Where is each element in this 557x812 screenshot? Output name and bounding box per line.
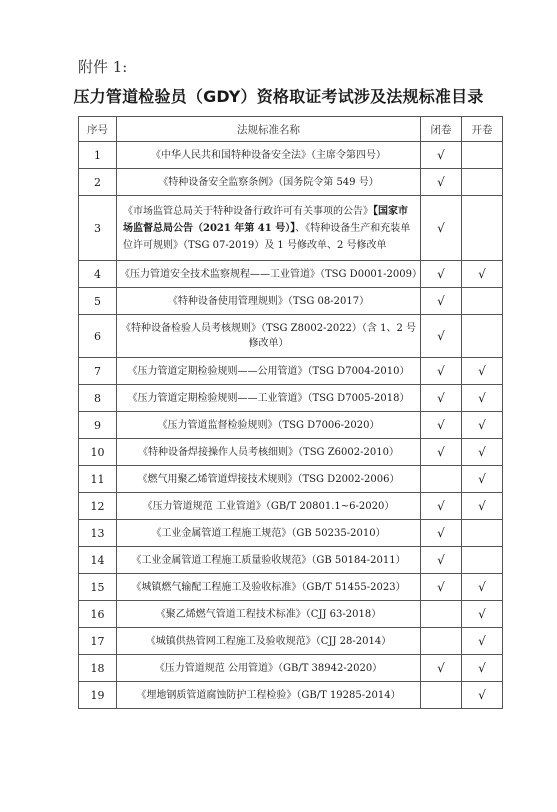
header-closed-book: 闭卷 (421, 117, 462, 142)
table-row (79, 547, 503, 574)
row-number: 5 (79, 288, 117, 315)
regulation-name: 《城镇燃气输配工程施工及验收标准》（GB/T 51455-2023） (117, 574, 421, 601)
row-number: 15 (79, 574, 117, 601)
open-book-mark: √ (462, 682, 503, 709)
row-number: 18 (79, 655, 117, 682)
table-row (79, 288, 503, 315)
closed-book-mark: √ (421, 412, 462, 439)
row-number: 8 (79, 385, 117, 412)
open-book-mark: √ (462, 261, 503, 288)
header-serial-number: 序号 (79, 117, 117, 142)
closed-book-mark: √ (421, 574, 462, 601)
regulation-name: 《燃气用聚乙烯管道焊接技术规则》（TSG D2002-2006） (117, 466, 421, 493)
regulation-name-part-bold: 【国家市场监督总局公告（2021 年第 41 号）】 (123, 205, 408, 234)
open-book-mark (462, 547, 503, 574)
table-row (79, 261, 503, 288)
table-row (79, 574, 503, 601)
table-row (79, 682, 503, 709)
regulation-name: 《压力管道定期检验规则——公用管道》（TSG D7004-2010） (117, 358, 421, 385)
row-number: 2 (79, 169, 117, 196)
closed-book-mark: √ (421, 261, 462, 288)
regulation-name-part: 、《特种设备生产和充装单位许可规则》（TSG 07-2019）及 1 号修改单、2 号修改单 (123, 222, 411, 251)
annex-label: 附件 1: (78, 58, 128, 76)
closed-book-mark: √ (421, 385, 462, 412)
regulation-name: 《聚乙烯燃气管道工程技术标准》（CJJ 63-2018） (117, 601, 421, 628)
closed-book-mark: √ (421, 655, 462, 682)
row-number: 16 (79, 601, 117, 628)
row-number: 12 (79, 493, 117, 520)
table-row (79, 655, 503, 682)
regulation-name: 《工业金属管道工程施工质量验收规范》（GB 50184-2011） (117, 547, 421, 574)
row-number: 6 (79, 315, 117, 358)
regulation-name: 《压力管道安全技术监察规程——工业管道》（TSG D0001-2009） (117, 261, 421, 288)
open-book-mark: √ (462, 493, 503, 520)
closed-book-mark (421, 628, 462, 655)
open-book-mark (462, 196, 503, 261)
closed-book-mark: √ (421, 439, 462, 466)
regulation-name: 《特种设备使用管理规则》（TSG 08-2017） (117, 288, 421, 315)
open-book-mark (462, 142, 503, 169)
table-header-row (79, 117, 503, 142)
open-book-mark: √ (462, 655, 503, 682)
row-number: 10 (79, 439, 117, 466)
open-book-mark: √ (462, 412, 503, 439)
table-row (79, 142, 503, 169)
row-number: 17 (79, 628, 117, 655)
table-row (79, 439, 503, 466)
open-book-mark (462, 520, 503, 547)
open-book-mark (462, 288, 503, 315)
table-row (79, 412, 503, 439)
header-open-book: 开卷 (462, 117, 503, 142)
document-title: 压力管道检验员（GDY）资格取证考试涉及法规标准目录 (73, 87, 484, 106)
open-book-mark: √ (462, 574, 503, 601)
regulation-name (117, 196, 421, 261)
table-row (79, 315, 503, 358)
open-book-mark (462, 315, 503, 358)
closed-book-mark: √ (421, 493, 462, 520)
regulation-name: 《压力管道规范 工业管道》（GB/T 20801.1~6-2020） (117, 493, 421, 520)
closed-book-mark (421, 466, 462, 493)
closed-book-mark: √ (421, 169, 462, 196)
table-row (79, 466, 503, 493)
table-row (79, 358, 503, 385)
row-number: 3 (79, 196, 117, 261)
regulation-name: 《城镇供热管网工程施工及验收规范》（CJJ 28-2014） (117, 628, 421, 655)
closed-book-mark (421, 682, 462, 709)
closed-book-mark: √ (421, 196, 462, 261)
closed-book-mark: √ (421, 547, 462, 574)
closed-book-mark: √ (421, 142, 462, 169)
regulation-name: 《压力管道定期检验规则——工业管道》（TSG D7005-2018） (117, 385, 421, 412)
row-number: 9 (79, 412, 117, 439)
table-row (79, 628, 503, 655)
open-book-mark: √ (462, 358, 503, 385)
regulation-name: 《特种设备焊接操作人员考核细则》（TSG Z6002-2010） (117, 439, 421, 466)
table-row (79, 493, 503, 520)
regulation-name: 《压力管道规范 公用管道》（GB/T 38942-2020） (117, 655, 421, 682)
open-book-mark: √ (462, 466, 503, 493)
table-row (79, 520, 503, 547)
regulation-table (78, 116, 503, 709)
open-book-mark: √ (462, 628, 503, 655)
open-book-mark: √ (462, 601, 503, 628)
closed-book-mark: √ (421, 288, 462, 315)
closed-book-mark: √ (421, 358, 462, 385)
closed-book-mark: √ (421, 520, 462, 547)
regulation-name: 《特种设备安全监察条例》（国务院令第 549 号） (117, 169, 421, 196)
row-number: 4 (79, 261, 117, 288)
table-row (79, 169, 503, 196)
regulation-name: 《中华人民共和国特种设备安全法》（主席令第四号） (117, 142, 421, 169)
regulation-name: 《压力管道监督检验规则》（TSG D7006-2020） (117, 412, 421, 439)
closed-book-mark (421, 601, 462, 628)
table-row (79, 601, 503, 628)
row-number: 19 (79, 682, 117, 709)
table-row (79, 385, 503, 412)
row-number: 13 (79, 520, 117, 547)
row-number: 7 (79, 358, 117, 385)
open-book-mark: √ (462, 385, 503, 412)
closed-book-mark: √ (421, 315, 462, 358)
regulation-name-part: 《市场监管总局关于特种设备行政许可有关事项的公告》 (123, 205, 373, 217)
open-book-mark (462, 169, 503, 196)
open-book-mark: √ (462, 439, 503, 466)
regulation-name: 《埋地钢质管道腐蚀防护工程检验》（GB/T 19285-2014） (117, 682, 421, 709)
row-number: 11 (79, 466, 117, 493)
regulation-name: 《特种设备检验人员考核规则》（TSG Z8002-2022）（含 1、2 号修改单） (117, 315, 421, 358)
row-number: 14 (79, 547, 117, 574)
row-number: 1 (79, 142, 117, 169)
header-regulation-name: 法规标准名称 (117, 117, 421, 142)
regulation-name: 《工业金属管道工程施工规范》（GB 50235-2010） (117, 520, 421, 547)
table-row (79, 196, 503, 261)
